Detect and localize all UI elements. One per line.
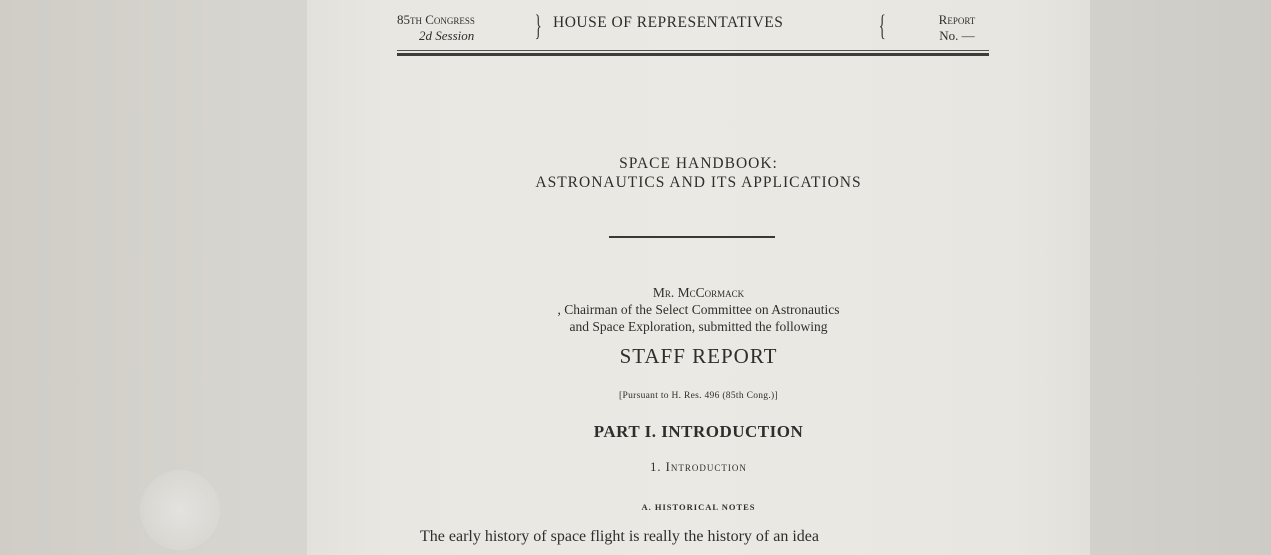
report-number <box>917 12 997 44</box>
part-heading: PART I. INTRODUCTION <box>593 422 804 441</box>
pursuant-note: [Pursuant to H. Res. 496 (85th Cong.)] <box>619 391 778 401</box>
chairman-name: Mr. McCormack <box>652 285 745 300</box>
body-paragraph: The early history of space flight is really the history of an idea <box>420 528 819 545</box>
chairman-title: , Chairman of the Select Committee on Astronautics <box>557 302 840 317</box>
submission-line-1 <box>307 284 1090 318</box>
scan-smudge <box>140 470 220 550</box>
submission-statement <box>307 284 1090 335</box>
session-label: 2d Session <box>419 28 475 43</box>
header-rule-thick <box>397 53 989 56</box>
chamber-name: HOUSE OF REPRESENTATIVES <box>553 14 784 31</box>
submission-line-2: and Space Exploration, submitted the following <box>569 319 828 334</box>
document-header <box>397 10 989 56</box>
report-label: Report <box>938 12 976 27</box>
left-brace-icon: } <box>534 9 542 42</box>
document-page <box>307 0 1090 555</box>
report-no-label: No. — <box>939 28 975 43</box>
report-type-heading: STAFF REPORT <box>619 344 778 368</box>
document-title <box>307 154 1090 192</box>
title-line-2: ASTRONAUTICS AND ITS APPLICATIONS <box>535 174 862 191</box>
title-line-1: SPACE HANDBOOK: <box>619 155 778 172</box>
subsection-heading: A. HISTORICAL NOTES <box>641 502 756 512</box>
header-rule-thin <box>397 50 989 51</box>
section-heading: 1. Introduction <box>650 460 747 474</box>
congress-label: 85th Congress <box>397 12 475 27</box>
title-divider <box>609 236 775 238</box>
congress-session <box>397 12 537 44</box>
right-brace-icon: { <box>878 9 886 42</box>
